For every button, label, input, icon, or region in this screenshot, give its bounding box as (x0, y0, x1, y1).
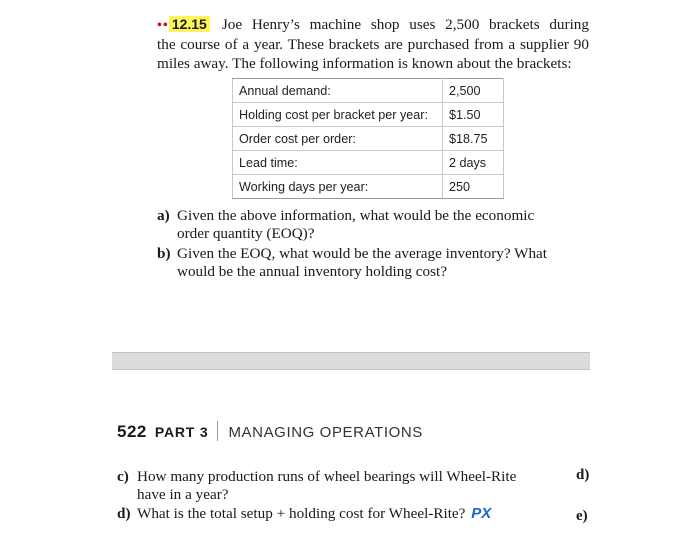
question-b (157, 245, 597, 281)
table-cell-value: 2 days (443, 151, 504, 175)
question-text: Given the above information, what would be the economic (177, 207, 535, 224)
question-a (157, 207, 597, 243)
table-cell-label: Working days per year: (233, 175, 443, 199)
problem-line-2 (157, 35, 589, 55)
section-title: MANAGING OPERATIONS (228, 424, 423, 441)
question-letter: b) (157, 245, 171, 262)
page-number: 522 (117, 422, 147, 441)
question-letter: c) (117, 468, 129, 485)
question-c (117, 468, 557, 504)
table-cell-label: Lead time: (233, 151, 443, 175)
question-letter: d) (117, 505, 131, 522)
question-text: Given the EOQ, what would be the average inventory? What (177, 245, 548, 262)
question-letter: a) (157, 207, 170, 224)
problem-text-line: miles away. The following information is known about the brackets: (157, 55, 572, 72)
table-cell-value: $18.75 (443, 127, 504, 151)
difficulty-dots: •• (157, 18, 169, 33)
table-cell-value: 250 (443, 175, 504, 199)
table-cell-label: Annual demand: (233, 79, 443, 103)
table-row (233, 175, 504, 199)
page-divider (112, 352, 590, 370)
part-label: PART 3 (154, 424, 209, 440)
side-letter-d: d) (576, 467, 590, 483)
question-text-continued: would be the annual inventory holding cost? (177, 263, 447, 280)
question-d (117, 505, 537, 523)
table-row (233, 79, 504, 103)
table-cell-label: Holding cost per bracket per year: (233, 103, 443, 127)
question-text-continued: order quantity (EOQ)? (177, 225, 315, 242)
table-row (233, 103, 504, 127)
bracket-info-table (232, 78, 504, 199)
problem-statement (157, 15, 589, 74)
px-icon[interactable]: PX (471, 505, 492, 522)
question-text: How many production runs of wheel bearings will Wheel-Rite (137, 468, 517, 485)
page-header (117, 421, 423, 443)
table-cell-value: $1.50 (443, 103, 504, 127)
problem-line-3 (157, 54, 589, 74)
table-row (233, 127, 504, 151)
question-text: What is the total setup + holding cost for Wheel-Rite? (137, 505, 466, 522)
question-text-continued: have in a year? (137, 486, 229, 503)
header-separator (217, 421, 218, 441)
problem-text-line: Joe Henry’s machine shop uses 2,500 brackets during (221, 16, 589, 33)
problem-line-1 (157, 15, 589, 35)
problem-text-line: the course of a year. These brackets are purchased from a supplier 90 (157, 35, 589, 53)
table-cell-value: 2,500 (443, 79, 504, 103)
problem-number: 12.15 (169, 16, 210, 32)
table-row (233, 151, 504, 175)
table-cell-label: Order cost per order: (233, 127, 443, 151)
side-letter-e: e) (576, 508, 588, 524)
